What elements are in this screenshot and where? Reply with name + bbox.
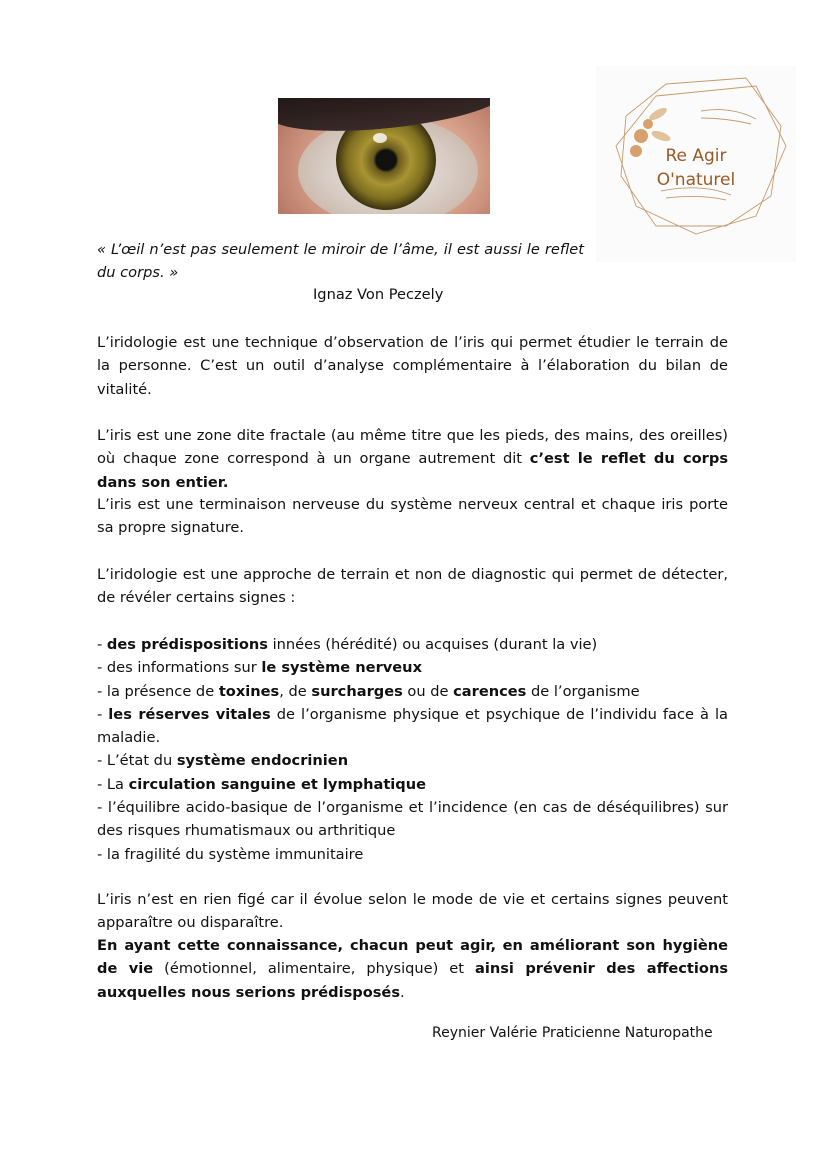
text-segment: .	[400, 983, 405, 1001]
bold-text: le système nerveux	[261, 659, 422, 677]
text-segment: - la présence de	[97, 682, 219, 700]
text-segment: innées (hérédité) ou acquises (durant la vie)	[267, 636, 598, 653]
text-segment: - L’état du	[97, 752, 177, 770]
paragraph-fractal	[97, 424, 728, 494]
text-segment: L’iridologie est une technique d’observation de l’iris qui permet étudier le terrain de la personne. C’est un outil d’analyse complémentaire à l’élaboration du bilan de vitalité.	[97, 334, 728, 398]
signs-list	[97, 633, 728, 866]
bold-text: En ayant cette connaissance, chacun peut agir,	[97, 937, 496, 954]
eye-photo	[278, 98, 490, 214]
text-segment: L’iris est une zone dite fractale (au même titre que les pieds, des mains, des oreilles) où chaque zone correspond à un organe autrement dit	[97, 427, 728, 468]
list-item	[97, 843, 728, 866]
quote-text: « L’œil n’est pas seulement le miroir de l’âme, il est aussi le reflet du corps. »	[97, 241, 584, 282]
paragraph-signature	[97, 493, 728, 540]
quote-author: Ignaz Von Peczely	[313, 286, 444, 303]
text-segment	[496, 937, 503, 954]
list-item	[97, 703, 728, 750]
paragraph-approach	[97, 563, 728, 610]
bold-text: surcharges	[311, 682, 403, 700]
list-item	[97, 656, 728, 679]
list-item	[97, 680, 728, 703]
author-signature: Reynier Valérie Praticienne Naturopathe	[432, 1025, 713, 1041]
brand-logo	[596, 66, 796, 262]
bold-text: des prédispositions	[106, 636, 268, 653]
text-segment: de l’organisme physique et psychique de l’individu face à la maladie.	[97, 705, 728, 747]
text-segment: L’iridologie est une approche de terrain et non de diagnostic qui permet de détecter, de révéler certains signes :	[97, 566, 728, 607]
text-segment: - des informations sur	[97, 659, 262, 677]
paragraph-evolution	[97, 888, 728, 935]
text-segment: - l’équilibre acido-basique de l’organisme et l’incidence (en cas de déséquilibres) sur des risques rhumatismaux ou arthritique	[97, 799, 728, 840]
logo-line-2: O'naturel	[656, 170, 736, 190]
text-segment: L’iris n’est en rien figé car il évolue selon le mode de vie et certains signes peuvent apparaître ou disparaître.	[97, 891, 728, 932]
text-segment: , de	[279, 682, 312, 700]
paragraph-intro	[97, 331, 728, 401]
bold-text: en améliorant son hygiène de vie	[97, 937, 729, 978]
text-segment: - La	[97, 775, 129, 793]
text-segment: de l’organisme	[526, 682, 640, 700]
text-segment: - la fragilité du système immunitaire	[97, 845, 364, 863]
bold-text: c’est le reflet du corps dans son entier.	[97, 450, 729, 491]
list-item	[97, 633, 728, 656]
bold-text: circulation sanguine et lymphatique	[128, 775, 427, 793]
bold-text: les réserves vitales	[108, 705, 271, 723]
bold-text: carences	[453, 682, 527, 700]
bold-text: toxines	[218, 682, 280, 700]
paragraph-conclusion	[97, 934, 728, 1004]
text-segment: -	[97, 636, 107, 653]
list-item	[97, 796, 728, 843]
text-segment: (émotionnel, alimentaire, physique) et	[153, 960, 475, 978]
bold-text: système endocrinien	[176, 752, 349, 770]
bold-text: ainsi prévenir des affections auxquelles nous serions prédisposés	[97, 960, 729, 1001]
list-item	[97, 773, 728, 796]
text-segment: -	[97, 705, 109, 723]
logo-line-1: Re Agir	[665, 146, 727, 166]
text-segment: ou de	[402, 682, 454, 700]
list-item	[97, 749, 728, 772]
text-segment: L’iris est une terminaison nerveuse du système nerveux central et chaque iris porte sa propre signature.	[97, 496, 728, 537]
